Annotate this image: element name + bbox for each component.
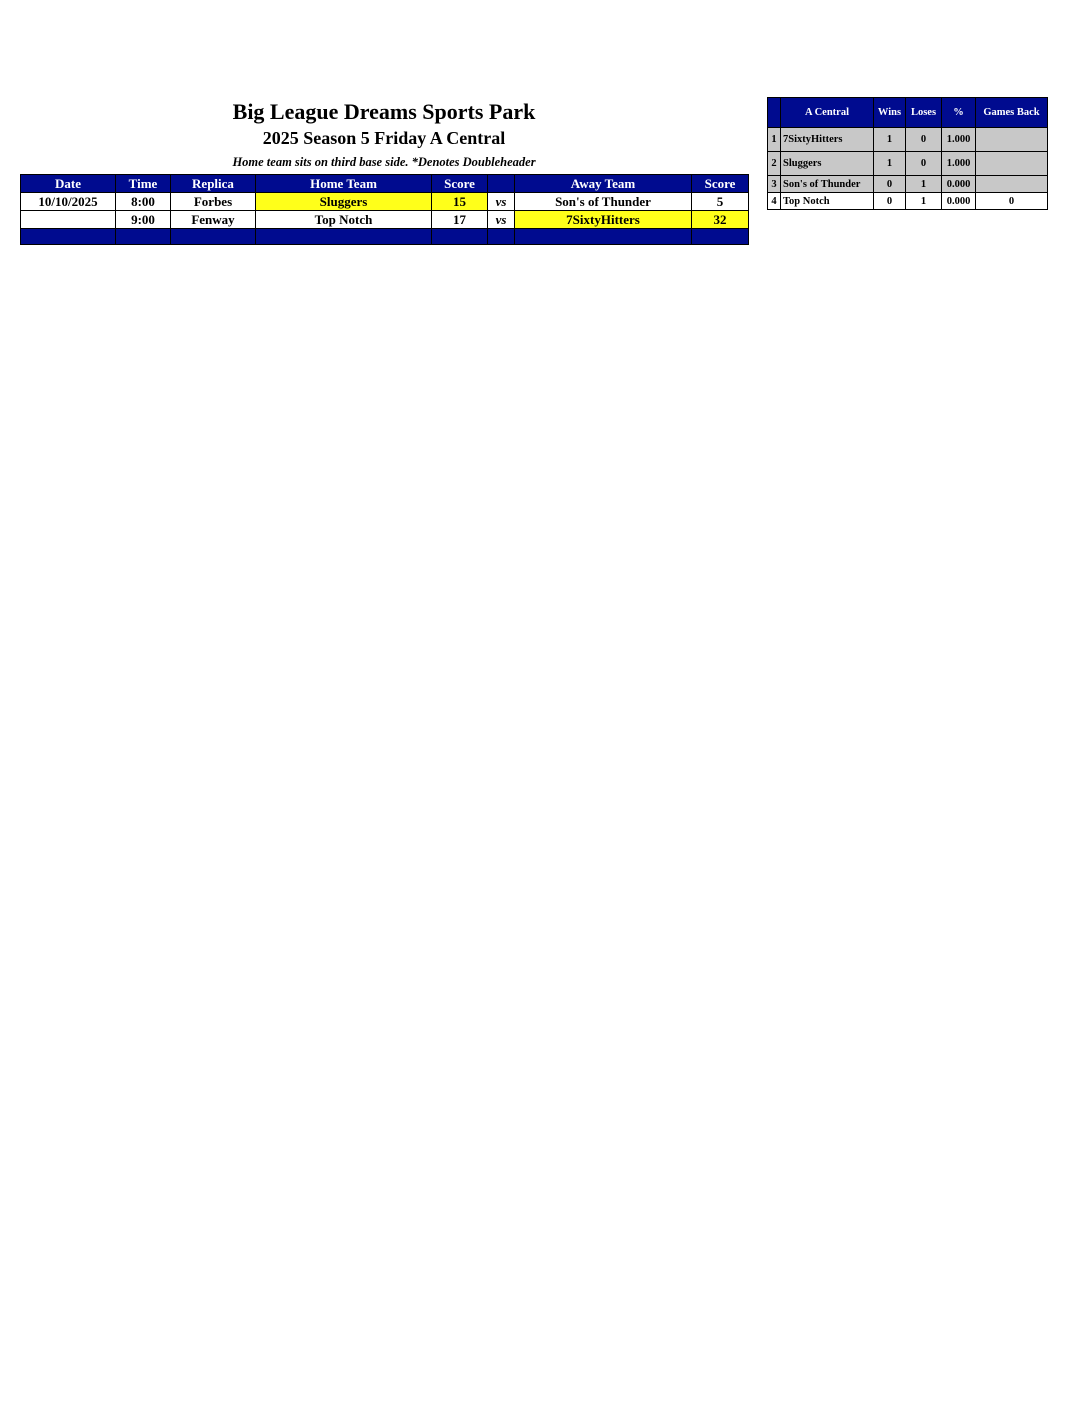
- table-footer-row: [21, 229, 749, 245]
- rank: 4: [768, 193, 781, 210]
- home-score: 15: [432, 193, 488, 211]
- game-date: [21, 211, 116, 229]
- loses: 1: [906, 176, 942, 193]
- loses: 0: [906, 128, 942, 152]
- header-home-score: Score: [432, 175, 488, 193]
- header-rank: [768, 98, 781, 128]
- header-pct: %: [942, 98, 976, 128]
- standings-row: [768, 193, 1048, 210]
- rank: 2: [768, 152, 781, 176]
- wins: 1: [874, 128, 906, 152]
- games-back: 0: [976, 193, 1048, 210]
- away-score: 5: [692, 193, 749, 211]
- footer-cell: [256, 229, 432, 245]
- games-back: [976, 176, 1048, 193]
- schedule-note: Home team sits on third base side. *Denotes Doubleheader: [232, 155, 536, 169]
- wins: 0: [874, 193, 906, 210]
- header-date: Date: [21, 175, 116, 193]
- header-replica: Replica: [171, 175, 256, 193]
- page-title: Big League Dreams Sports Park: [232, 99, 536, 124]
- header-away-team: Away Team: [515, 175, 692, 193]
- footer-cell: [432, 229, 488, 245]
- away-team: Son's of Thunder: [515, 193, 692, 211]
- footer-cell: [488, 229, 515, 245]
- schedule-table: [20, 174, 749, 245]
- vs-label: vs: [488, 193, 515, 211]
- standings-row: [768, 152, 1048, 176]
- footer-cell: [171, 229, 256, 245]
- away-score: 32: [692, 211, 749, 229]
- away-team: 7SixtyHitters: [515, 211, 692, 229]
- header-division: A Central: [781, 98, 874, 128]
- page-subtitle: 2025 Season 5 Friday A Central: [262, 128, 506, 148]
- footer-cell: [692, 229, 749, 245]
- header-wins: Wins: [874, 98, 906, 128]
- rank: 1: [768, 128, 781, 152]
- loses: 0: [906, 152, 942, 176]
- schedule-header-row: [21, 175, 749, 193]
- header-time: Time: [116, 175, 171, 193]
- game-field: Forbes: [171, 193, 256, 211]
- game-time: 9:00: [116, 211, 171, 229]
- footer-cell: [21, 229, 116, 245]
- header-loses: Loses: [906, 98, 942, 128]
- standings-row: [768, 128, 1048, 152]
- table-row: [21, 193, 749, 211]
- games-back: [976, 128, 1048, 152]
- team-name: Sluggers: [781, 152, 874, 176]
- wins: 1: [874, 152, 906, 176]
- home-team: Sluggers: [256, 193, 432, 211]
- footer-cell: [116, 229, 171, 245]
- table-row: [21, 211, 749, 229]
- standings-header-row: [768, 98, 1048, 128]
- pct: 0.000: [942, 176, 976, 193]
- game-time: 8:00: [116, 193, 171, 211]
- pct: 0.000: [942, 193, 976, 210]
- team-name: 7SixtyHitters: [781, 128, 874, 152]
- home-team: Top Notch: [256, 211, 432, 229]
- game-date: 10/10/2025: [21, 193, 116, 211]
- pct: 1.000: [942, 152, 976, 176]
- header-vs: [488, 175, 515, 193]
- header-games-back: Games Back: [976, 98, 1048, 128]
- header-home-team: Home Team: [256, 175, 432, 193]
- rank: 3: [768, 176, 781, 193]
- team-name: Top Notch: [781, 193, 874, 210]
- wins: 0: [874, 176, 906, 193]
- footer-cell: [515, 229, 692, 245]
- team-name: Son's of Thunder: [781, 176, 874, 193]
- standings-row: [768, 176, 1048, 193]
- games-back: [976, 152, 1048, 176]
- home-score: 17: [432, 211, 488, 229]
- game-field: Fenway: [171, 211, 256, 229]
- standings-table: [767, 97, 1048, 210]
- loses: 1: [906, 193, 942, 210]
- header-away-score: Score: [692, 175, 749, 193]
- pct: 1.000: [942, 128, 976, 152]
- vs-label: vs: [488, 211, 515, 229]
